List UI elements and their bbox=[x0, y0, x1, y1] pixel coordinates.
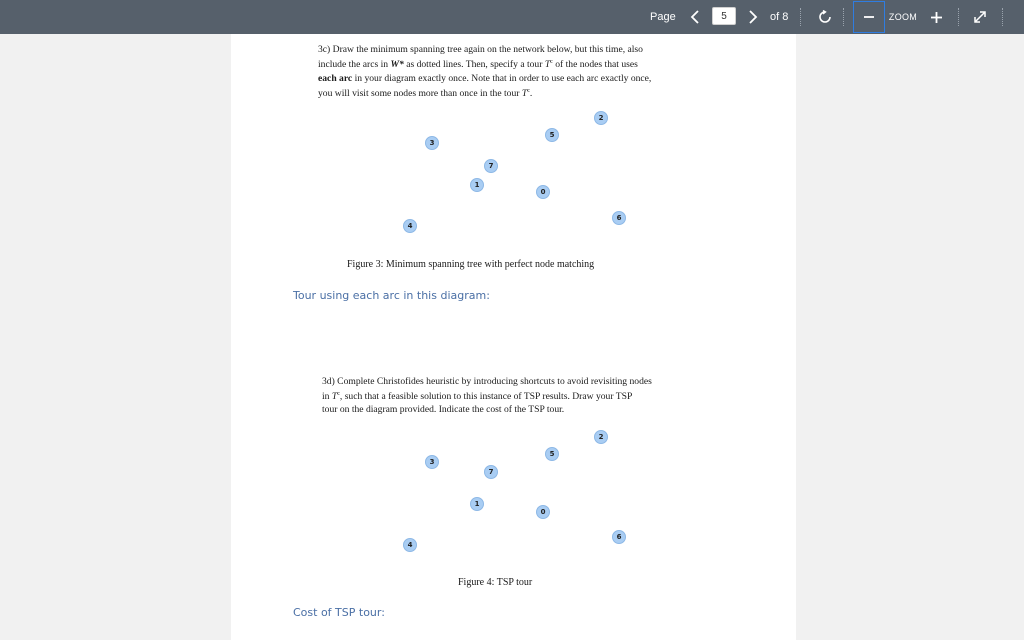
toolbar-divider bbox=[800, 8, 801, 26]
network-node: 1 bbox=[470, 497, 484, 511]
q3c-line-4 bbox=[318, 85, 738, 100]
network-node: 0 bbox=[536, 185, 550, 199]
q3c-line-3-text: in your diagram exactly once. Note that in order to use each arc exactly once, bbox=[352, 72, 652, 84]
fullscreen-button[interactable] bbox=[968, 0, 992, 34]
tc-superscript: c bbox=[550, 59, 553, 66]
question-3c-text bbox=[318, 43, 738, 100]
tc-symbol: T bbox=[544, 59, 551, 71]
figure-4-caption: Figure 4: TSP tour bbox=[458, 577, 533, 588]
network-node: 4 bbox=[403, 538, 417, 552]
q3c-line-1: 3c) Draw the minimum spanning tree again on the network below, but this time, also bbox=[318, 44, 643, 55]
minus-icon bbox=[864, 12, 874, 22]
page-number-input[interactable] bbox=[712, 7, 736, 25]
figure-3-caption: Figure 3: Minimum spanning tree with perfect node matching bbox=[347, 259, 595, 270]
plus-icon bbox=[931, 12, 942, 23]
zoom-out-button[interactable] bbox=[853, 1, 885, 33]
expand-icon bbox=[973, 10, 987, 24]
network-node: 2 bbox=[594, 430, 608, 444]
zoom-label: ZOOM bbox=[888, 12, 918, 22]
q3c-line-2 bbox=[318, 56, 738, 71]
tour-answer-label: Tour using each arc in this diagram: bbox=[293, 289, 490, 302]
network-node: 3 bbox=[425, 455, 439, 469]
tc-symbol: T bbox=[331, 391, 338, 403]
q3d-line-3: tour on the diagram provided. Indicate the cost of the TSP tour. bbox=[322, 404, 565, 416]
q3c-line-2c: of the nodes that uses bbox=[552, 59, 638, 71]
network-node: 4 bbox=[403, 219, 417, 233]
viewer-toolbar bbox=[0, 0, 1024, 34]
page-count-label: of 8 bbox=[770, 11, 789, 23]
question-3d-text bbox=[322, 375, 727, 416]
network-node: 2 bbox=[594, 111, 608, 125]
q3d-line-2b: , such that a feasible solution to this instance of TSP results. Draw your TSP bbox=[339, 391, 633, 403]
q3c-line-3 bbox=[318, 72, 738, 85]
zoom-in-button[interactable] bbox=[924, 0, 948, 34]
network-node: 6 bbox=[612, 211, 626, 225]
previous-page-button[interactable] bbox=[684, 0, 706, 34]
toolbar-divider bbox=[1002, 8, 1003, 26]
q3c-line-2a: include the arcs in bbox=[318, 59, 391, 71]
network-node: 7 bbox=[484, 159, 498, 173]
each-arc-bold: each arc bbox=[318, 72, 353, 84]
cost-answer-label: Cost of TSP tour: bbox=[293, 606, 385, 619]
toolbar-divider bbox=[958, 8, 959, 26]
network-node: 6 bbox=[612, 530, 626, 544]
period: . bbox=[529, 87, 533, 99]
tc-superscript: c bbox=[527, 87, 530, 94]
network-node: 0 bbox=[536, 505, 550, 519]
q3c-line-2b: as dotted lines. Then, specify a tour bbox=[403, 59, 545, 71]
q3d-line-1: 3d) Complete Christofides heuristic by introducing shortcuts to avoid revisiting nodes bbox=[322, 376, 652, 387]
network-node: 1 bbox=[470, 178, 484, 192]
chevron-right-icon bbox=[748, 10, 758, 24]
w-star-symbol: W* bbox=[390, 59, 404, 71]
page-label: Page bbox=[650, 11, 676, 23]
network-node: 3 bbox=[425, 136, 439, 150]
q3c-line-4-text: you will visit some nodes more than once in the tour bbox=[318, 87, 522, 99]
toolbar-divider bbox=[843, 8, 844, 26]
rotate-button[interactable] bbox=[812, 0, 838, 34]
document-page bbox=[231, 34, 796, 640]
rotate-icon bbox=[818, 10, 832, 24]
q3d-line-2 bbox=[322, 388, 727, 403]
next-page-button[interactable] bbox=[742, 0, 764, 34]
network-node: 5 bbox=[545, 447, 559, 461]
network-node: 5 bbox=[545, 128, 559, 142]
tc-symbol: T bbox=[521, 87, 528, 99]
network-node: 7 bbox=[484, 465, 498, 479]
chevron-left-icon bbox=[690, 10, 700, 24]
tc-superscript: c bbox=[337, 391, 340, 397]
q3d-line-2a: in bbox=[322, 391, 332, 403]
